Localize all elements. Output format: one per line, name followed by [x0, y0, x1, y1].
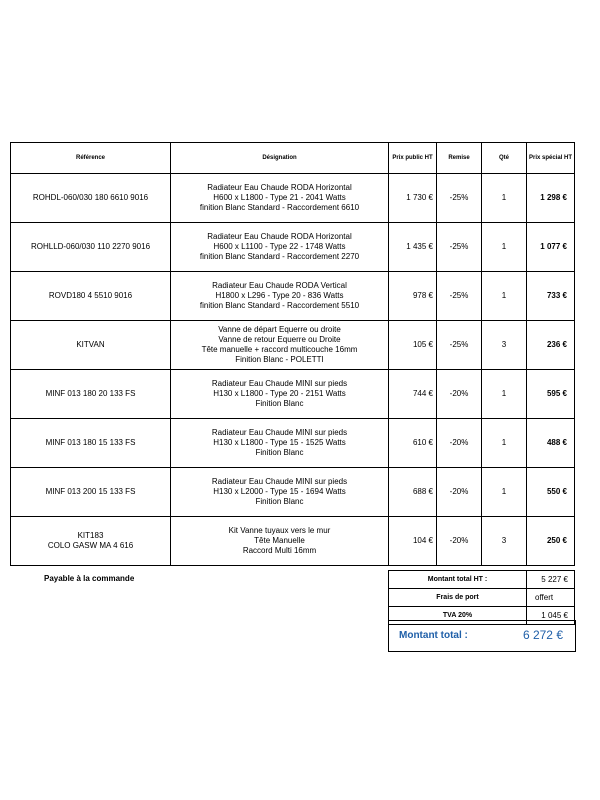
cell-prix-public: 610 € — [389, 419, 437, 468]
cell-designation-line: Vanne de départ Equerre ou droite — [218, 325, 341, 334]
cell-designation-line: Radiateur Eau Chaude RODA Vertical — [212, 281, 347, 290]
cell-designation — [171, 370, 389, 419]
cell-designation-line: Kit Vanne tuyaux vers le mur — [228, 526, 331, 535]
cell-reference — [11, 468, 171, 517]
cell-designation-line: Radiateur Eau Chaude RODA Horizontal — [207, 232, 352, 241]
table-body — [11, 174, 575, 566]
cell-designation-line: finition Blanc Standard - Raccordement 6610 — [199, 203, 360, 212]
cell-designation — [171, 419, 389, 468]
cell-designation-line: Tête Manuelle — [254, 536, 305, 545]
table-row — [11, 370, 575, 419]
cell-designation — [171, 223, 389, 272]
cell-remise: -25% — [437, 223, 482, 272]
grand-total-box — [388, 620, 576, 652]
cell-qte: 1 — [482, 370, 527, 419]
totals-table — [388, 570, 575, 625]
grand-total-label: Montant total : — [399, 630, 468, 641]
cell-reference — [11, 321, 171, 370]
cell-remise: -25% — [437, 272, 482, 321]
cell-designation-line: Radiateur Eau Chaude MINI sur pieds — [211, 428, 348, 437]
cell-remise: -20% — [437, 370, 482, 419]
cell-reference-line: MINF 013 180 20 133 FS — [45, 389, 136, 398]
total-ht-label: Montant total HT : — [389, 571, 527, 589]
cell-reference — [11, 272, 171, 321]
cell-designation-line: Radiateur Eau Chaude RODA Horizontal — [207, 183, 352, 192]
cell-prix-public: 978 € — [389, 272, 437, 321]
cell-reference-line: MINF 013 180 15 133 FS — [45, 438, 136, 447]
tva-label: TVA 20% — [389, 607, 527, 625]
cell-qte: 3 — [482, 321, 527, 370]
header-qte: Qté — [482, 143, 527, 174]
table-row — [11, 174, 575, 223]
header-designation: Désignation — [171, 143, 389, 174]
table-row — [11, 517, 575, 566]
cell-prix-public: 1 730 € — [389, 174, 437, 223]
cell-reference-line: ROVD180 4 5510 9016 — [48, 291, 133, 300]
cell-remise: -25% — [437, 174, 482, 223]
tva-value: 1 045 € — [527, 607, 575, 625]
cell-reference-line: COLO GASW MA 4 616 — [47, 541, 134, 550]
cell-reference — [11, 517, 171, 566]
cell-designation-line: Finition Blanc — [255, 497, 304, 506]
cell-designation-line: H130 x L1800 - Type 15 - 1525 Watts — [213, 438, 346, 447]
cell-designation-line: finition Blanc Standard - Raccordement 5510 — [199, 301, 360, 310]
cell-designation — [171, 174, 389, 223]
cell-designation-line: H600 x L1100 - Type 22 - 1748 Watts — [213, 242, 346, 251]
cell-designation-line: Radiateur Eau Chaude MINI sur pieds — [211, 477, 348, 486]
cell-remise: -20% — [437, 468, 482, 517]
table-row — [11, 272, 575, 321]
cell-designation-line: Finition Blanc — [255, 448, 304, 457]
cell-designation-line: Vanne de retour Equerre ou Droite — [218, 335, 341, 344]
shipping-row — [389, 589, 575, 607]
header-reference: Référence — [11, 143, 171, 174]
cell-prix-public: 105 € — [389, 321, 437, 370]
cell-prix-special: 550 € — [527, 468, 575, 517]
table-row — [11, 321, 575, 370]
cell-prix-public: 1 435 € — [389, 223, 437, 272]
cell-reference-line: KIT183 — [77, 531, 104, 540]
cell-qte: 1 — [482, 468, 527, 517]
cell-prix-public: 104 € — [389, 517, 437, 566]
table-row — [11, 468, 575, 517]
total-ht-value: 5 227 € — [527, 571, 575, 589]
total-ht-row — [389, 571, 575, 589]
header-remise: Remise — [437, 143, 482, 174]
cell-prix-public: 744 € — [389, 370, 437, 419]
cell-prix-special: 488 € — [527, 419, 575, 468]
cell-designation — [171, 321, 389, 370]
cell-designation-line: finition Blanc Standard - Raccordement 2270 — [199, 252, 360, 261]
cell-reference — [11, 223, 171, 272]
cell-designation-line: H1800 x L296 - Type 20 - 836 Watts — [215, 291, 344, 300]
cell-reference — [11, 419, 171, 468]
cell-designation — [171, 468, 389, 517]
table-row — [11, 419, 575, 468]
quote-table — [10, 142, 575, 566]
cell-qte: 1 — [482, 174, 527, 223]
grand-total-value: 6 272 € — [522, 628, 563, 642]
cell-reference-line: ROHLLD-060/030 110 2270 9016 — [30, 242, 151, 251]
cell-designation-line: Finition Blanc - POLETTI — [235, 355, 324, 364]
cell-prix-special: 1 298 € — [527, 174, 575, 223]
cell-remise: -25% — [437, 321, 482, 370]
cell-qte: 1 — [482, 419, 527, 468]
cell-designation-line: Raccord Multi 16mm — [242, 546, 317, 555]
cell-reference-line: KITVAN — [76, 340, 105, 349]
cell-prix-public: 688 € — [389, 468, 437, 517]
cell-prix-special: 1 077 € — [527, 223, 575, 272]
cell-designation — [171, 272, 389, 321]
cell-prix-special: 236 € — [527, 321, 575, 370]
cell-reference-line: MINF 013 200 15 133 FS — [45, 487, 136, 496]
cell-designation-line: H600 x L1800 - Type 21 - 2041 Watts — [213, 193, 346, 202]
cell-designation-line: H130 x L1800 - Type 20 - 2151 Watts — [213, 389, 346, 398]
cell-designation-line: Tête manuelle + raccord multicouche 16mm — [201, 345, 358, 354]
cell-remise: -20% — [437, 517, 482, 566]
cell-designation-line: Radiateur Eau Chaude MINI sur pieds — [211, 379, 348, 388]
cell-prix-special: 733 € — [527, 272, 575, 321]
table-header-row — [11, 143, 575, 174]
shipping-label: Frais de port — [389, 589, 527, 607]
cell-designation-line: H130 x L2000 - Type 15 - 1694 Watts — [213, 487, 346, 496]
cell-designation-line: Finition Blanc — [255, 399, 304, 408]
cell-prix-special: 250 € — [527, 517, 575, 566]
header-prix-special: Prix spécial HT — [527, 143, 575, 174]
cell-qte: 1 — [482, 223, 527, 272]
cell-qte: 3 — [482, 517, 527, 566]
cell-prix-special: 595 € — [527, 370, 575, 419]
payable-note: Payable à la commande — [44, 574, 135, 583]
table-row — [11, 223, 575, 272]
cell-reference-line: ROHDL-060/030 180 6610 9016 — [32, 193, 149, 202]
cell-qte: 1 — [482, 272, 527, 321]
header-prix-public: Prix public HT — [389, 143, 437, 174]
cell-designation — [171, 517, 389, 566]
cell-reference — [11, 370, 171, 419]
cell-remise: -20% — [437, 419, 482, 468]
shipping-value: offert — [527, 589, 575, 607]
cell-reference — [11, 174, 171, 223]
